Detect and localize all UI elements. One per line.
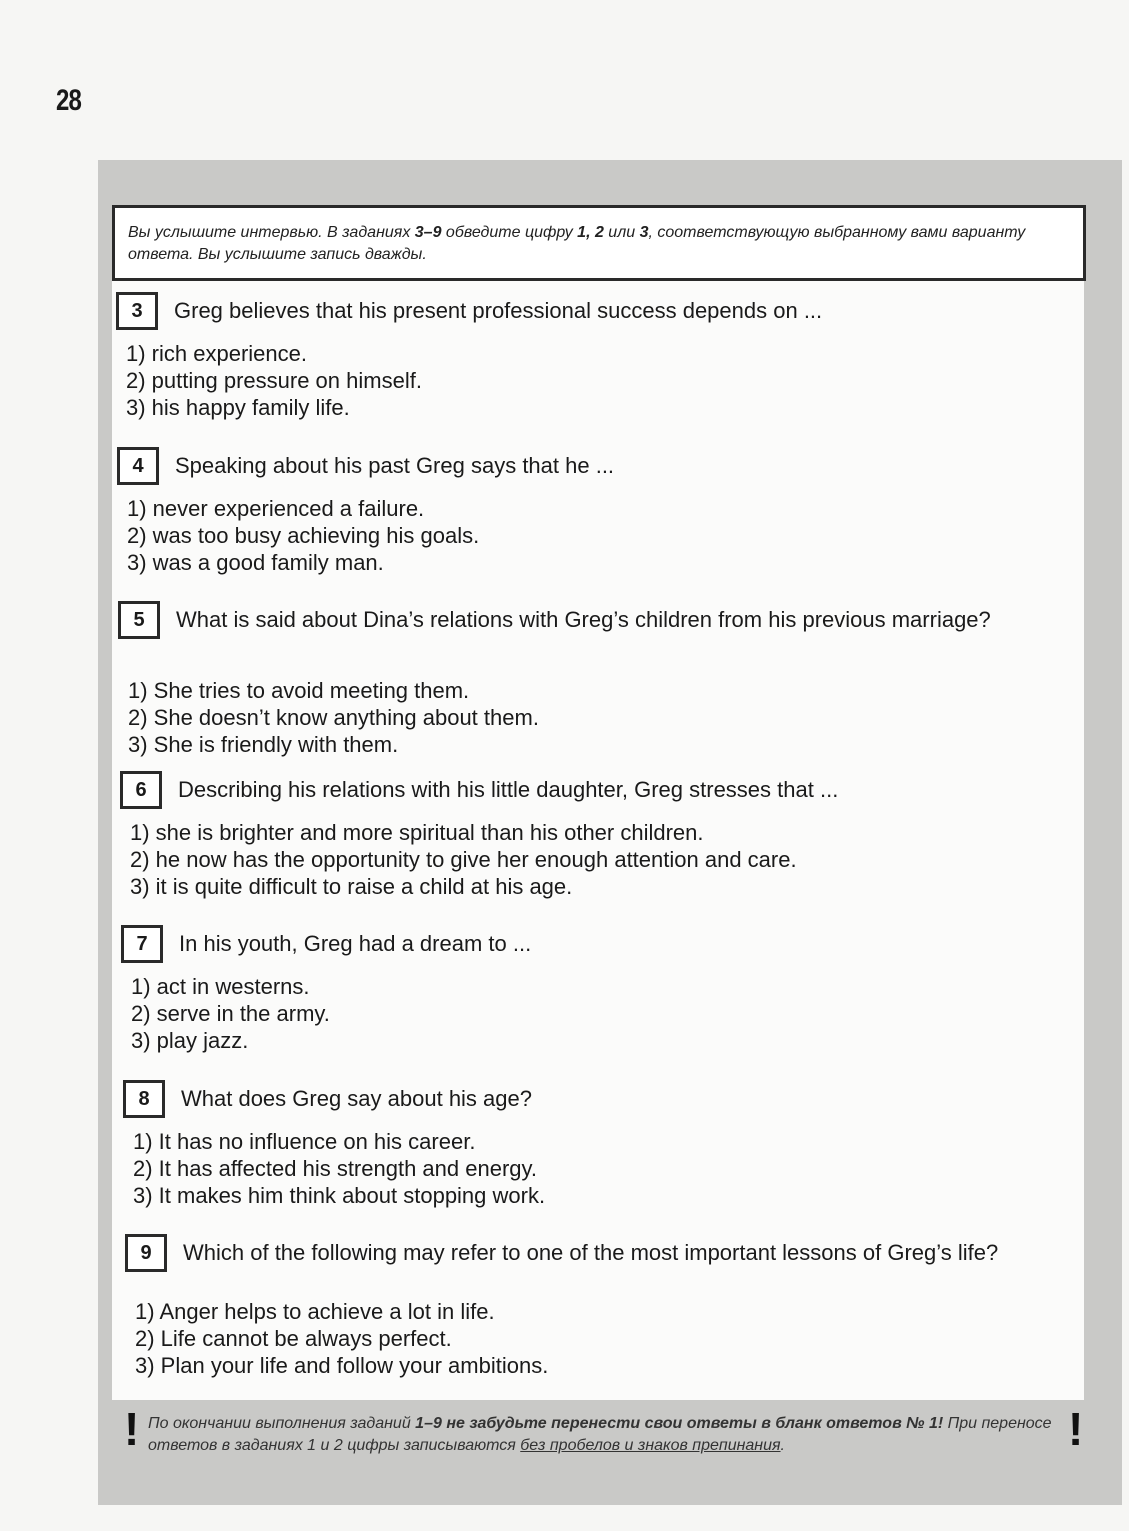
instruction-digits: 1, 2 bbox=[577, 224, 604, 241]
page-number: 28 bbox=[56, 84, 82, 117]
answer-option-2[interactable]: 2) She doesn’t know anything about them. bbox=[128, 705, 539, 730]
instruction-text-4: , соответствующую выбранному вами варианту ответа. Вы услышите запись дважды. bbox=[128, 224, 1026, 263]
question-text: In his youth, Greg had a dream to ... bbox=[179, 931, 532, 956]
answer-options bbox=[126, 340, 422, 421]
answer-options bbox=[130, 819, 797, 900]
answer-option-1[interactable]: 1) It has no influence on his career. bbox=[133, 1129, 476, 1154]
question-text: Which of the following may refer to one of the most important lessons of Greg’s life? bbox=[183, 1240, 999, 1265]
answer-option-1[interactable]: 1) act in westerns. bbox=[131, 974, 310, 999]
answer-option-1[interactable]: 1) Anger helps to achieve a lot in life. bbox=[135, 1299, 495, 1324]
instruction-text-1: Вы услышите интервью. В заданиях bbox=[128, 224, 415, 241]
question-text: What does Greg say about his age? bbox=[181, 1086, 532, 1111]
question-number-box: 5 bbox=[118, 601, 160, 639]
instruction-text-3: или bbox=[603, 224, 640, 241]
answer-options bbox=[135, 1298, 548, 1379]
question-text: What is said about Dina’s relations with Greg’s children from his previous marriage? bbox=[176, 607, 991, 632]
answer-option-3[interactable]: 3) was a good family man. bbox=[127, 550, 384, 575]
answer-options bbox=[127, 495, 479, 576]
transfer-answers-reminder bbox=[148, 1413, 1068, 1457]
question-number-box: 9 bbox=[125, 1234, 167, 1272]
answer-option-2[interactable]: 2) It has affected his strength and energy. bbox=[133, 1156, 537, 1181]
question-number-box: 3 bbox=[116, 292, 158, 330]
question-text: Speaking about his past Greg says that he ... bbox=[175, 453, 615, 478]
reminder-bold: 1–9 не забудьте перенести свои ответы в бланк ответов № 1! bbox=[415, 1415, 944, 1432]
answer-option-2[interactable]: 2) he now has the opportunity to give her enough attention and care. bbox=[130, 847, 797, 872]
answer-option-1[interactable]: 1) never experienced a failure. bbox=[127, 496, 425, 521]
answer-option-3[interactable]: 3) Plan your life and follow your ambitions. bbox=[135, 1353, 549, 1378]
question-text: Greg believes that his present professional success depends on ... bbox=[174, 298, 823, 323]
answer-options bbox=[128, 677, 539, 758]
answer-option-2[interactable]: 2) putting pressure on himself. bbox=[126, 368, 422, 393]
question-number-box: 6 bbox=[120, 771, 162, 809]
question-number-box: 8 bbox=[123, 1080, 165, 1118]
answer-option-2[interactable]: 2) serve in the army. bbox=[131, 1001, 330, 1026]
instruction-box bbox=[112, 205, 1086, 281]
answer-option-2[interactable]: 2) Life cannot be always perfect. bbox=[135, 1326, 452, 1351]
reminder-text-2: При переносе ответов в заданиях 1 и 2 цифры записываются bbox=[148, 1415, 1052, 1454]
question-number-box: 4 bbox=[117, 447, 159, 485]
answer-option-3[interactable]: 3) it is quite difficult to raise a child at his age. bbox=[130, 874, 573, 899]
reminder-text-1: По окончании выполнения заданий bbox=[148, 1415, 416, 1432]
answer-option-1[interactable]: 1) rich experience. bbox=[126, 341, 307, 366]
answer-option-3[interactable]: 3) It makes him think about stopping work. bbox=[133, 1183, 546, 1208]
answer-option-3[interactable]: 3) She is friendly with them. bbox=[128, 732, 399, 757]
reminder-underlined: без пробелов и знаков препинания bbox=[520, 1437, 781, 1454]
exclamation-icon-right: ! bbox=[1068, 1403, 1084, 1455]
question-text: Describing his relations with his little daughter, Greg stresses that ... bbox=[178, 777, 839, 802]
exclamation-icon-left: ! bbox=[124, 1403, 140, 1455]
instruction-text-2: обведите цифру bbox=[441, 224, 578, 241]
answer-option-3[interactable]: 3) play jazz. bbox=[131, 1028, 249, 1053]
instruction-digit3: 3 bbox=[639, 224, 649, 241]
answer-options bbox=[131, 973, 330, 1054]
answer-options bbox=[133, 1128, 545, 1209]
answer-option-3[interactable]: 3) his happy family life. bbox=[126, 395, 350, 420]
reminder-text-3: . bbox=[780, 1437, 785, 1454]
answer-option-2[interactable]: 2) was too busy achieving his goals. bbox=[127, 523, 480, 548]
answer-option-1[interactable]: 1) she is brighter and more spiritual than his other children. bbox=[130, 820, 704, 845]
instruction-range: 3–9 bbox=[414, 224, 442, 241]
question-number-box: 7 bbox=[121, 925, 163, 963]
answer-option-1[interactable]: 1) She tries to avoid meeting them. bbox=[128, 678, 470, 703]
